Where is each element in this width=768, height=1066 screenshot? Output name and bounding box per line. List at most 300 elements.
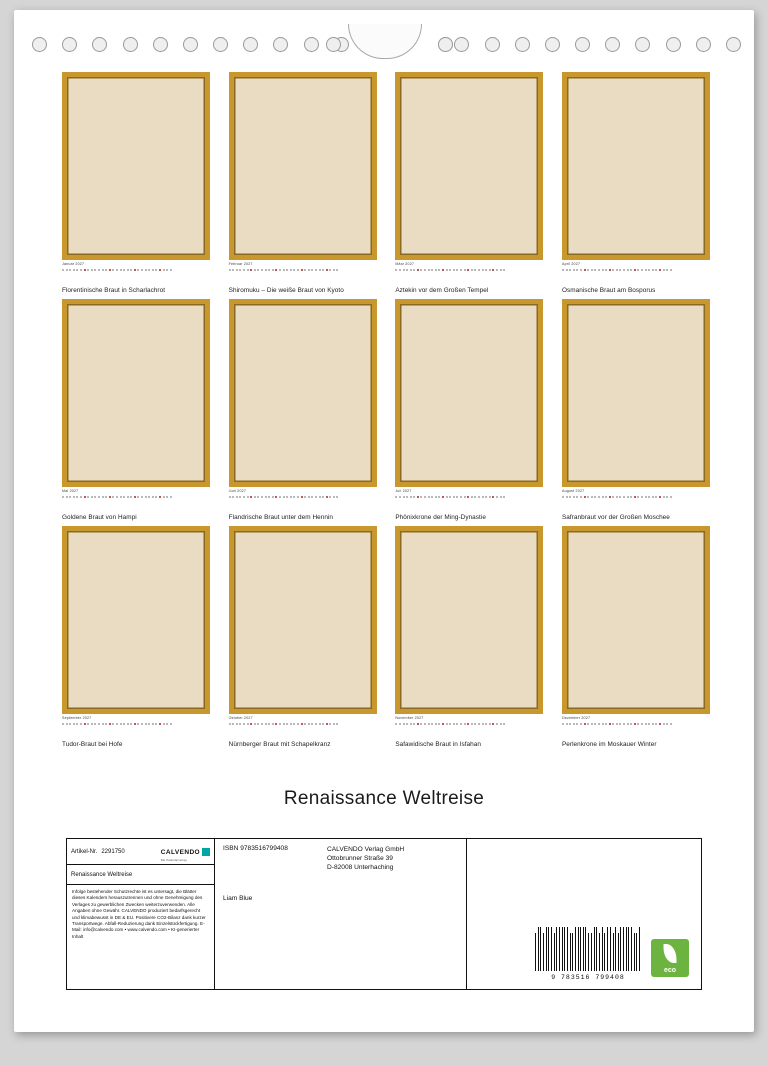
day-tick: [283, 496, 285, 498]
day-tick: [627, 496, 629, 498]
day-tick: [326, 496, 328, 498]
day-tick: [417, 496, 419, 498]
barcode-bar: [634, 933, 635, 971]
day-tick: [336, 723, 338, 725]
day-tick: [569, 269, 571, 271]
day-tick: [471, 269, 473, 271]
day-tick: [134, 496, 136, 498]
day-tick: [467, 496, 469, 498]
brand-name: CALVENDO: [160, 849, 200, 856]
day-tick: [492, 723, 494, 725]
day-tick: [627, 723, 629, 725]
month-artwork: [229, 299, 377, 487]
month-date-strip: [395, 716, 543, 732]
day-tick: [155, 496, 157, 498]
punch-hole: [438, 37, 453, 52]
month-date-strip: [562, 716, 710, 732]
day-tick: [594, 723, 596, 725]
day-tick: [163, 723, 165, 725]
day-tick: [87, 496, 89, 498]
day-tick: [319, 269, 321, 271]
day-tick: [659, 723, 661, 725]
day-tick: [659, 269, 661, 271]
day-tick: [616, 269, 618, 271]
day-tick: [329, 269, 331, 271]
day-tick: [62, 496, 64, 498]
day-tick: [602, 723, 604, 725]
day-tick: [406, 723, 408, 725]
day-tick: [333, 269, 335, 271]
day-tick: [254, 723, 256, 725]
day-tick: [605, 723, 607, 725]
day-tick: [247, 496, 249, 498]
day-tick: [123, 723, 125, 725]
day-tick: [229, 496, 231, 498]
month-cell[interactable]: [229, 526, 377, 749]
day-tick: [87, 723, 89, 725]
author-name: Liam Blue: [223, 895, 253, 902]
day-tick: [474, 269, 476, 271]
day-tick: [591, 269, 593, 271]
day-tick: [311, 269, 313, 271]
day-tick: [102, 269, 104, 271]
month-caption: Flandrische Braut unter dem Hennin: [228, 514, 334, 521]
day-tick: [456, 723, 458, 725]
day-tick: [580, 496, 582, 498]
month-label: Oktober 2027: [228, 716, 253, 720]
day-ticks: [229, 723, 377, 725]
day-tick: [417, 269, 419, 271]
day-tick: [286, 723, 288, 725]
day-tick: [170, 269, 172, 271]
month-artwork: [62, 72, 210, 260]
punch-hole: [696, 37, 711, 52]
day-tick: [112, 496, 114, 498]
day-tick: [66, 723, 68, 725]
day-tick: [442, 723, 444, 725]
month-caption: Safawidische Braut in Isfahan: [395, 741, 481, 748]
month-grid: [62, 72, 710, 753]
day-tick: [73, 723, 75, 725]
day-tick: [424, 496, 426, 498]
day-tick: [301, 723, 303, 725]
day-tick: [576, 723, 578, 725]
day-tick: [562, 496, 564, 498]
day-ticks: [229, 496, 377, 498]
month-date-strip: [229, 262, 377, 278]
day-tick: [403, 723, 405, 725]
day-tick: [148, 496, 150, 498]
artwork-frame: [395, 526, 543, 714]
artwork-frame: [62, 526, 210, 714]
day-tick: [163, 269, 165, 271]
day-tick: [62, 269, 64, 271]
day-tick: [591, 496, 593, 498]
day-tick: [155, 723, 157, 725]
footer-info-block: [66, 838, 702, 990]
day-tick: [304, 269, 306, 271]
day-tick: [637, 723, 639, 725]
day-tick: [616, 496, 618, 498]
day-tick: [616, 723, 618, 725]
day-tick: [503, 496, 505, 498]
day-tick: [403, 269, 405, 271]
punch-hole: [62, 37, 77, 52]
day-tick: [503, 269, 505, 271]
day-tick: [257, 269, 259, 271]
day-tick: [489, 496, 491, 498]
day-tick: [80, 496, 82, 498]
day-tick: [311, 723, 313, 725]
day-tick: [268, 496, 270, 498]
day-ticks: [395, 723, 543, 725]
day-tick: [250, 269, 252, 271]
day-tick: [623, 723, 625, 725]
day-tick: [308, 496, 310, 498]
day-tick: [652, 496, 654, 498]
day-tick: [159, 723, 161, 725]
day-tick: [102, 723, 104, 725]
day-tick: [137, 269, 139, 271]
day-tick: [272, 723, 274, 725]
month-cell[interactable]: [229, 299, 377, 522]
day-tick: [301, 496, 303, 498]
day-tick: [587, 723, 589, 725]
day-tick: [648, 269, 650, 271]
day-tick: [290, 269, 292, 271]
barcode-bar: [548, 927, 549, 971]
day-tick: [666, 496, 668, 498]
day-tick: [467, 723, 469, 725]
day-tick: [170, 723, 172, 725]
day-tick: [406, 496, 408, 498]
punch-hole: [726, 37, 741, 52]
day-tick: [645, 269, 647, 271]
month-cell[interactable]: [562, 299, 710, 522]
barcode-bar: [594, 927, 595, 971]
month-cell[interactable]: [562, 526, 710, 749]
barcode-bar: [570, 933, 571, 971]
day-tick: [619, 269, 621, 271]
day-tick: [652, 723, 654, 725]
day-tick: [137, 723, 139, 725]
day-tick: [576, 496, 578, 498]
isbn-text: ISBN 9783516799408: [223, 845, 288, 852]
day-ticks: [562, 269, 710, 271]
month-cell[interactable]: [62, 72, 210, 295]
day-tick: [247, 269, 249, 271]
day-tick: [80, 723, 82, 725]
day-tick: [584, 269, 586, 271]
month-date-strip: [62, 262, 210, 278]
punch-hole: [304, 37, 319, 52]
day-tick: [645, 723, 647, 725]
day-tick: [130, 269, 132, 271]
day-tick: [605, 496, 607, 498]
month-label: Februar 2027: [228, 262, 253, 266]
day-tick: [148, 269, 150, 271]
day-tick: [170, 496, 172, 498]
day-tick: [275, 496, 277, 498]
day-tick: [127, 723, 129, 725]
artwork-frame: [229, 72, 377, 260]
day-tick: [279, 723, 281, 725]
day-tick: [308, 723, 310, 725]
day-tick: [655, 496, 657, 498]
day-tick: [417, 723, 419, 725]
day-tick: [428, 269, 430, 271]
day-tick: [336, 496, 338, 498]
punch-hole: [153, 37, 168, 52]
day-tick: [566, 723, 568, 725]
punch-hole: [273, 37, 288, 52]
article-label: Artikel-Nr.: [71, 848, 98, 855]
month-cell[interactable]: [62, 526, 210, 749]
month-cell[interactable]: [62, 299, 210, 522]
publisher-address: [327, 845, 404, 872]
day-tick: [120, 269, 122, 271]
day-tick: [265, 269, 267, 271]
day-tick: [109, 496, 111, 498]
day-tick: [76, 496, 78, 498]
barcode-bar: [602, 927, 603, 971]
day-tick: [141, 723, 143, 725]
day-tick: [283, 269, 285, 271]
day-tick: [438, 269, 440, 271]
month-label: Mai 2027: [62, 489, 79, 493]
day-tick: [73, 496, 75, 498]
month-date-strip: [62, 716, 210, 732]
day-tick: [239, 269, 241, 271]
day-tick: [453, 496, 455, 498]
day-tick: [155, 269, 157, 271]
day-ticks: [562, 723, 710, 725]
day-tick: [598, 723, 600, 725]
day-ticks: [62, 496, 210, 498]
day-tick: [446, 723, 448, 725]
day-tick: [141, 496, 143, 498]
day-tick: [134, 723, 136, 725]
artwork-frame: [229, 299, 377, 487]
day-ticks: [62, 723, 210, 725]
day-tick: [232, 723, 234, 725]
barcode-number: 9 783516 799408: [551, 974, 625, 981]
day-tick: [265, 723, 267, 725]
day-tick: [322, 723, 324, 725]
day-tick: [239, 496, 241, 498]
month-label: Juni 2027: [228, 489, 247, 493]
day-tick: [333, 723, 335, 725]
month-date-strip: [562, 489, 710, 505]
punch-hole: [666, 37, 681, 52]
day-tick: [130, 496, 132, 498]
month-date-strip: [62, 489, 210, 505]
day-tick: [84, 723, 86, 725]
day-tick: [573, 269, 575, 271]
day-tick: [98, 723, 100, 725]
day-tick: [268, 269, 270, 271]
day-tick: [659, 496, 661, 498]
day-tick: [109, 723, 111, 725]
day-tick: [293, 723, 295, 725]
day-tick: [275, 269, 277, 271]
punch-hole: [485, 37, 500, 52]
barcode-bar: [543, 933, 544, 971]
day-tick: [152, 723, 154, 725]
day-tick: [569, 496, 571, 498]
day-tick: [166, 269, 168, 271]
month-label: August 2027: [561, 489, 585, 493]
month-artwork: [395, 299, 543, 487]
day-tick: [594, 269, 596, 271]
day-tick: [159, 269, 161, 271]
day-tick: [94, 723, 96, 725]
day-tick: [612, 496, 614, 498]
publisher-line-3: D-82008 Unterhaching: [327, 864, 394, 871]
day-tick: [467, 269, 469, 271]
day-tick: [489, 269, 491, 271]
day-tick: [645, 496, 647, 498]
day-tick: [239, 723, 241, 725]
artwork-frame: [229, 526, 377, 714]
day-tick: [268, 723, 270, 725]
day-tick: [420, 723, 422, 725]
day-tick: [449, 723, 451, 725]
day-tick: [627, 269, 629, 271]
artwork-frame: [562, 299, 710, 487]
month-date-strip: [395, 262, 543, 278]
month-date-strip: [229, 489, 377, 505]
day-tick: [449, 496, 451, 498]
day-tick: [229, 269, 231, 271]
day-tick: [471, 723, 473, 725]
day-tick: [428, 496, 430, 498]
legal-text: Infolge bestehender Schutzrechte ist es untersagt, die Blätter dieses Kalenders herauszutrennen und ohne Genehmigung des Verlages zu gewerblichen Zwecken weiterzuverwenden. Alle Angaben ohne Gewähr. CALVENDO produziert bedarfsgerecht und klimabewusst in DE & EU. Positivere CO2-Bilanz dank kurzer Transportwege. Abfall-Reduzierung dank Einzelstückfertigung. E-Mail: info@calvendo.com • www.calvendo.com • KI-generierter Inhalt: [72, 889, 206, 939]
day-tick: [76, 723, 78, 725]
day-tick: [485, 496, 487, 498]
day-tick: [663, 269, 665, 271]
day-tick: [482, 269, 484, 271]
month-cell[interactable]: [395, 72, 543, 295]
month-artwork: [62, 526, 210, 714]
month-artwork: [62, 299, 210, 487]
day-tick: [105, 269, 107, 271]
day-tick: [562, 723, 564, 725]
day-ticks: [395, 269, 543, 271]
day-tick: [123, 496, 125, 498]
day-tick: [637, 496, 639, 498]
month-caption: Perlenkrone im Moskauer Winter: [561, 741, 657, 748]
day-tick: [431, 269, 433, 271]
day-tick: [605, 269, 607, 271]
day-tick: [442, 269, 444, 271]
punch-hole: [32, 37, 47, 52]
day-tick: [127, 269, 129, 271]
month-cell[interactable]: [229, 72, 377, 295]
day-tick: [670, 496, 672, 498]
day-tick: [322, 496, 324, 498]
day-tick: [562, 269, 564, 271]
day-tick: [485, 269, 487, 271]
day-tick: [254, 269, 256, 271]
day-tick: [116, 496, 118, 498]
day-tick: [637, 269, 639, 271]
article-number: 2291750: [101, 848, 125, 855]
day-tick: [496, 496, 498, 498]
month-cell[interactable]: [562, 72, 710, 295]
artwork-frame: [395, 72, 543, 260]
page-title: Renaissance Weltreise: [283, 788, 485, 809]
day-ticks: [62, 269, 210, 271]
day-tick: [69, 496, 71, 498]
day-tick: [619, 496, 621, 498]
day-tick: [152, 269, 154, 271]
day-tick: [243, 723, 245, 725]
month-cell[interactable]: [395, 526, 543, 749]
day-tick: [102, 496, 104, 498]
day-tick: [148, 723, 150, 725]
day-tick: [243, 496, 245, 498]
punch-hole: [605, 37, 620, 52]
day-tick: [105, 723, 107, 725]
day-tick: [655, 269, 657, 271]
day-tick: [336, 269, 338, 271]
day-tick: [670, 269, 672, 271]
month-caption: Aztekin vor dem Großen Tempel: [395, 287, 489, 294]
day-tick: [275, 723, 277, 725]
day-tick: [641, 496, 643, 498]
month-caption: Phönixkrone der Ming-Dynastie: [395, 514, 486, 521]
day-tick: [297, 496, 299, 498]
day-tick: [598, 269, 600, 271]
barcode-bar: [604, 933, 605, 971]
day-tick: [500, 496, 502, 498]
day-tick: [232, 269, 234, 271]
day-tick: [456, 269, 458, 271]
day-tick: [500, 269, 502, 271]
day-tick: [630, 723, 632, 725]
day-tick: [431, 496, 433, 498]
punch-hole: [243, 37, 258, 52]
day-tick: [630, 269, 632, 271]
day-tick: [471, 496, 473, 498]
day-tick: [395, 496, 397, 498]
punch-hole: [575, 37, 590, 52]
day-tick: [123, 269, 125, 271]
day-tick: [406, 269, 408, 271]
month-artwork: [395, 72, 543, 260]
month-cell[interactable]: [395, 299, 543, 522]
day-tick: [420, 496, 422, 498]
day-tick: [503, 723, 505, 725]
publisher-line-2: Ottobrunner Straße 39: [327, 855, 393, 862]
day-tick: [87, 269, 89, 271]
month-caption: Safranbraut vor der Großen Moschee: [561, 514, 670, 521]
day-tick: [496, 269, 498, 271]
day-tick: [293, 496, 295, 498]
day-tick: [652, 269, 654, 271]
day-tick: [399, 269, 401, 271]
day-tick: [261, 496, 263, 498]
eco-badge: [651, 939, 689, 977]
day-tick: [442, 496, 444, 498]
day-tick: [456, 496, 458, 498]
day-tick: [438, 723, 440, 725]
footer-middle-column: [215, 839, 467, 989]
day-tick: [602, 269, 604, 271]
day-tick: [623, 269, 625, 271]
day-tick: [580, 723, 582, 725]
